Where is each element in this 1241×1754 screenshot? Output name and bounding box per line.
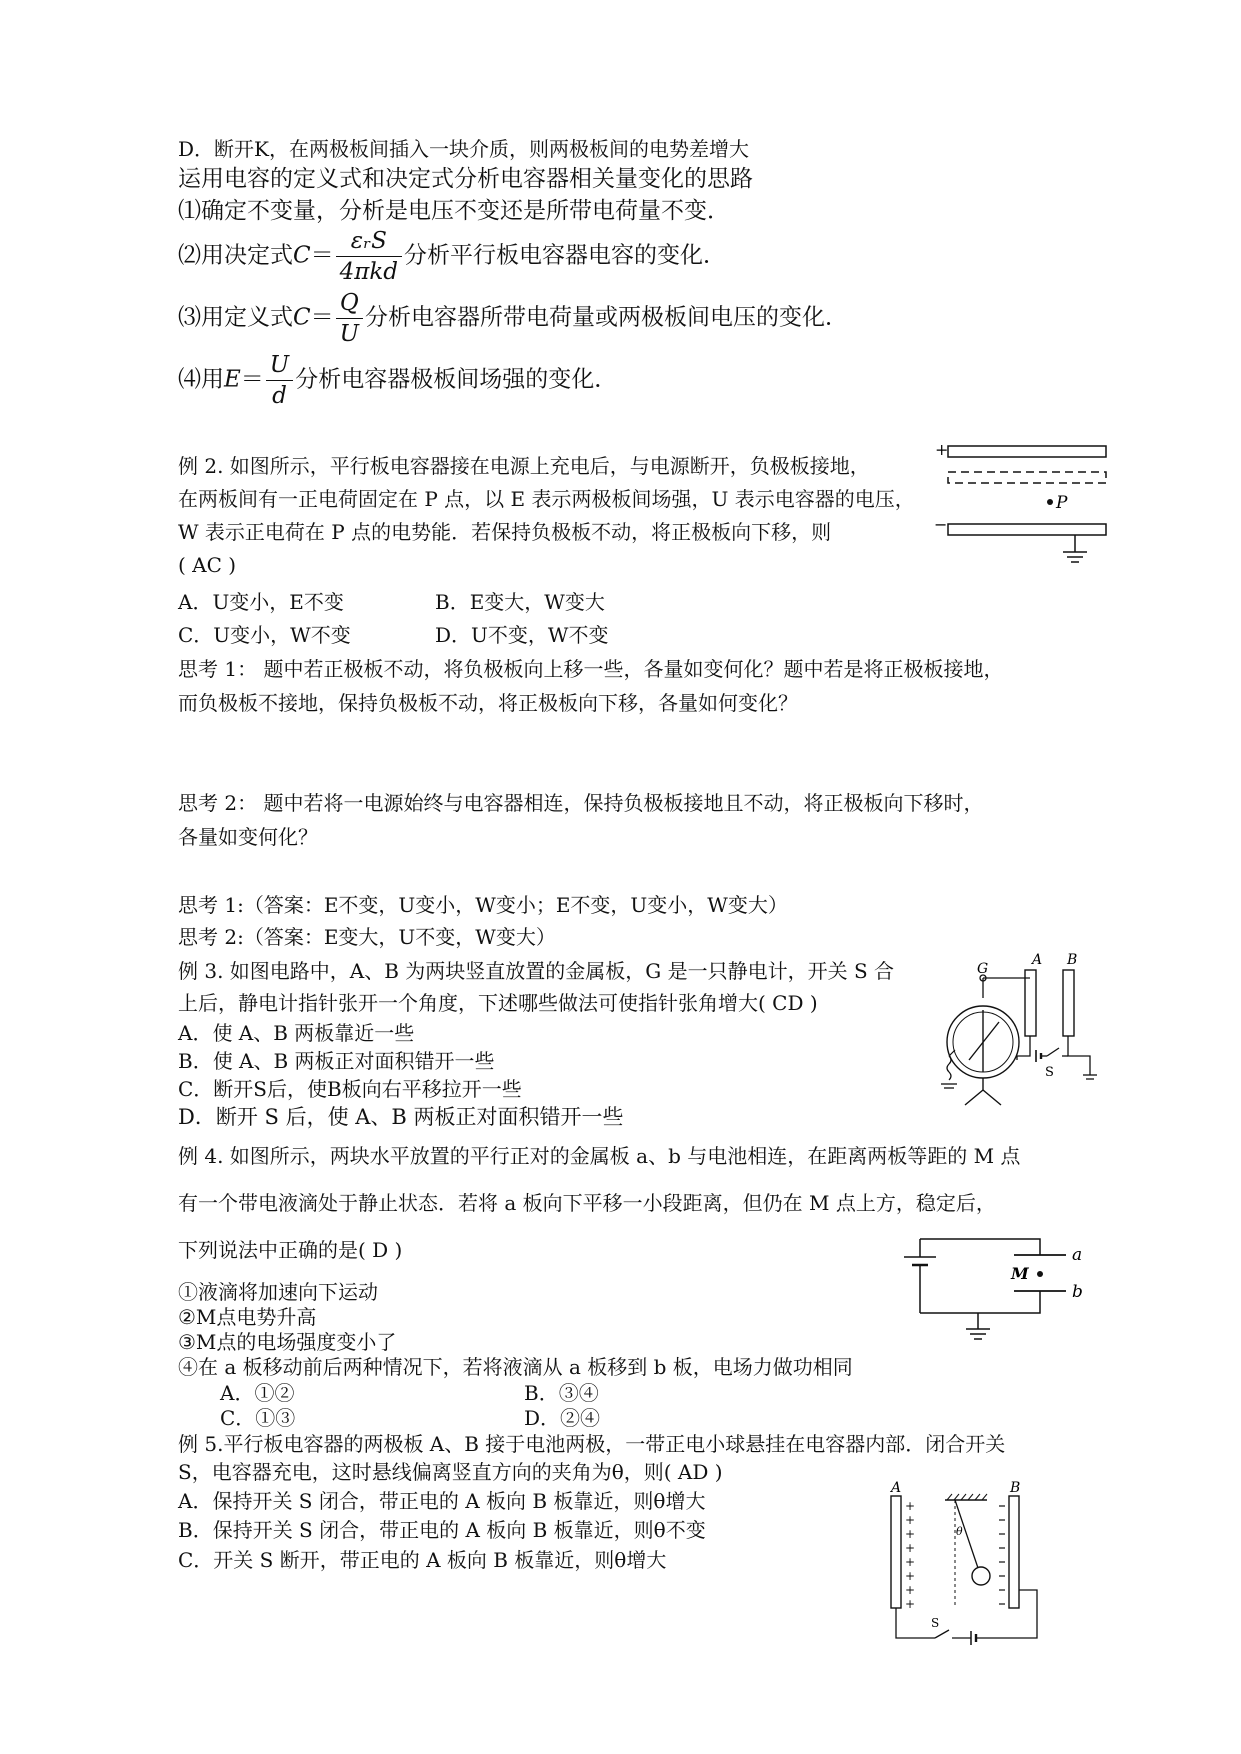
droplet-dot [1037, 1271, 1043, 1277]
method-heading: 运用电容的定义式和决定式分析电容器相关量变化的思路 [178, 166, 753, 192]
label-b: B [1010, 1480, 1021, 1496]
think-2-line-1: 思考 2： 题中若将一电源始终与电容器相连，保持负极板接地且不动，将正极板向下移时， [178, 791, 984, 815]
example-3-option-a: A．使 A、B 两板靠近一些 [178, 1021, 415, 1045]
example-2-line-3: W 表示正电荷在 P 点的电势能．若保持负极板不动，将正极板向下移，则 [178, 520, 832, 544]
option-d-text: D．断开K，在两极板间插入一块介质，则两极板间的电势差增大 [178, 137, 749, 161]
label-a: a [1072, 1245, 1083, 1265]
switch-icon [1047, 1048, 1059, 1056]
example-4-line-3: 下列说法中正确的是( D ) [178, 1238, 403, 1262]
example-5-option-c: C．开关 S 断开，带正电的 A 板向 B 板靠近，则θ增大 [178, 1548, 667, 1572]
ground-icon [966, 1329, 990, 1339]
example-4-statement-1: ①液滴将加速向下运动 [178, 1280, 378, 1304]
example-2-option-c: C．U变小，W不变 [178, 623, 351, 647]
example-3-option-d: D．断开 S 后，使 A、B 两板正对面积错开一些 [178, 1105, 624, 1129]
minus-sign: − [934, 515, 948, 534]
example-2-option-d: D．U不变，W不变 [435, 623, 609, 647]
example-4-line-2: 有一个带电液滴处于静止状态．若将 a 板向下平移一小段距离，但仍在 M 点上方，稳定后， [178, 1191, 996, 1215]
example-3-line-2: 上后，静电计指针张开一个角度，下述哪些做法可使指针张角增大( CD ) [178, 991, 818, 1015]
ground-icon [1083, 1075, 1097, 1079]
svg-text:+: + [905, 1597, 916, 1611]
plate-b-charges [999, 1506, 1005, 1604]
svg-text:+: + [905, 1513, 916, 1527]
example-2-line-2: 在两板间有一正电荷固定在 P 点，以 E 表示两极板间场强，U 表示电容器的电压， [178, 487, 915, 511]
example-2-line-1: 例 2. 如图所示，平行板电容器接在电源上充电后，与电源断开，负极板接地， [178, 454, 870, 478]
definition-formula: $\frac{Q}{U}$ [336, 290, 363, 347]
plate-a [891, 1496, 901, 1608]
point-p-label: P [1056, 493, 1068, 513]
example-5-line-2: S，电容器充电，这时悬线偏离竖直方向的夹角为θ，则( AD ) [178, 1460, 723, 1484]
svg-text:+: + [905, 1583, 916, 1597]
electrostatic-meter-icon [947, 975, 1030, 1105]
plate-a-charges [905, 1499, 915, 1611]
step-2: ⑵用决定式C＝ $\frac{\text{εᵣS}}{\text{4πkd}}$ 分析平行板电容器电容的变化． [178, 228, 727, 285]
label-a: A [1032, 952, 1043, 968]
think-2-answer: 思考 2:（答案：E变大，U不变，W变大） [178, 925, 556, 949]
example-4-option-b: B．③④ [524, 1381, 599, 1405]
field-formula: $\frac{U}{d}$ [266, 352, 293, 409]
example-4-statement-2: ②M点电势升高 [178, 1305, 317, 1329]
step-4: ⑷用E＝ $\frac{U}{d}$ 分析电容器极板间场强的变化． [178, 352, 618, 409]
label-g: G [977, 961, 989, 977]
pendulum-capacitor-figure [875, 1480, 1050, 1646]
example-3-option-c: C．断开S后，使B板向右平移拉开一些 [178, 1077, 522, 1101]
step-1: ⑴确定不变量，分析是电压不变还是所带电荷量不变． [178, 198, 730, 224]
svg-text:+: + [905, 1541, 916, 1555]
example-5-line-1: 例 5.平行板电容器的两极板 A、B 接于电池两极，一带正电小球悬挂在电容器内部．闭合开关 [178, 1432, 1006, 1456]
example-3-option-b: B．使 A、B 两板正对面积错开一些 [178, 1049, 495, 1073]
label-b: b [1072, 1282, 1083, 1302]
example-5-option-b: B．保持开关 S 闭合，带正电的 A 板向 B 板靠近，则θ不变 [178, 1518, 706, 1542]
think-1-line-2: 而负极板不接地，保持负极板不动，将正极板向下移，各量如何变化？ [178, 691, 798, 715]
example-5-option-a: A．保持开关 S 闭合，带正电的 A 板向 B 板靠近，则θ增大 [178, 1489, 706, 1513]
plates-circuit-figure [890, 1227, 1100, 1357]
example-2-option-b: B．E变大，W变大 [435, 590, 605, 614]
step-3: ⑶用定义式C＝ $\frac{Q}{U}$ 分析电容器所带电荷量或两极板间电压的变化． [178, 290, 848, 347]
electroscope-circuit-figure [925, 950, 1125, 1130]
plate-b [1009, 1496, 1019, 1608]
example-4-option-d: D．②④ [524, 1406, 601, 1430]
label-s: S [931, 1616, 940, 1630]
svg-text:+: + [905, 1555, 916, 1569]
example-4-option-c: C．①③ [220, 1406, 296, 1430]
capacitance-formula: $\frac{\text{εᵣS}}{\text{4πkd}}$ [336, 228, 402, 285]
label-b: B [1067, 952, 1078, 968]
example-4-statement-3: ③M点的电场强度变小了 [178, 1330, 397, 1354]
label-m: M [1011, 1264, 1029, 1283]
plate-b [1063, 970, 1074, 1036]
positive-plate [948, 446, 1106, 457]
point-p-dot [1047, 499, 1053, 505]
svg-text:+: + [905, 1499, 916, 1513]
ground-icon [941, 1084, 957, 1088]
label-a: A [891, 1480, 902, 1496]
negative-plate [948, 524, 1106, 535]
svg-text:+: + [905, 1527, 916, 1541]
example-2-option-a: A．U变小，E不变 [178, 590, 344, 614]
think-2-line-2: 各量如变何化？ [178, 825, 318, 849]
capacitor-figure-1 [930, 438, 1115, 574]
think-1-line-1: 思考 1： 题中若正极板不动，将负极板向上移一些，各量如变何化？题中若是将正极板接地， [178, 657, 1004, 681]
svg-text:+: + [905, 1569, 916, 1583]
example-2-answer: ( AC ) [178, 553, 237, 577]
plate-a [1025, 970, 1036, 1036]
plus-sign: + [935, 440, 949, 459]
example-4-statement-4: ④在 a 板移动前后两种情况下，若将液滴从 a 板移到 b 板，电场力做功相同 [178, 1355, 853, 1379]
charged-ball [972, 1567, 990, 1585]
example-4-option-a: A．①② [220, 1381, 295, 1405]
think-1-answer: 思考 1:（答案：E不变，U变小，W变小；E不变，U变小，W变大） [178, 893, 788, 917]
theta-label: θ [956, 1525, 963, 1538]
ground-icon [1063, 552, 1087, 562]
label-s: S [1045, 1065, 1054, 1080]
moved-plate-dashed [948, 472, 1106, 483]
example-4-line-1: 例 4. 如图所示，两块水平放置的平行正对的金属板 a、b 与电池相连，在距离两板等距的 M 点 [178, 1144, 1021, 1168]
switch-icon [935, 1630, 949, 1638]
example-3-line-1: 例 3. 如图电路中，A、B 为两块竖直放置的金属板，G 是一只静电计，开关 S 合 [178, 959, 895, 983]
